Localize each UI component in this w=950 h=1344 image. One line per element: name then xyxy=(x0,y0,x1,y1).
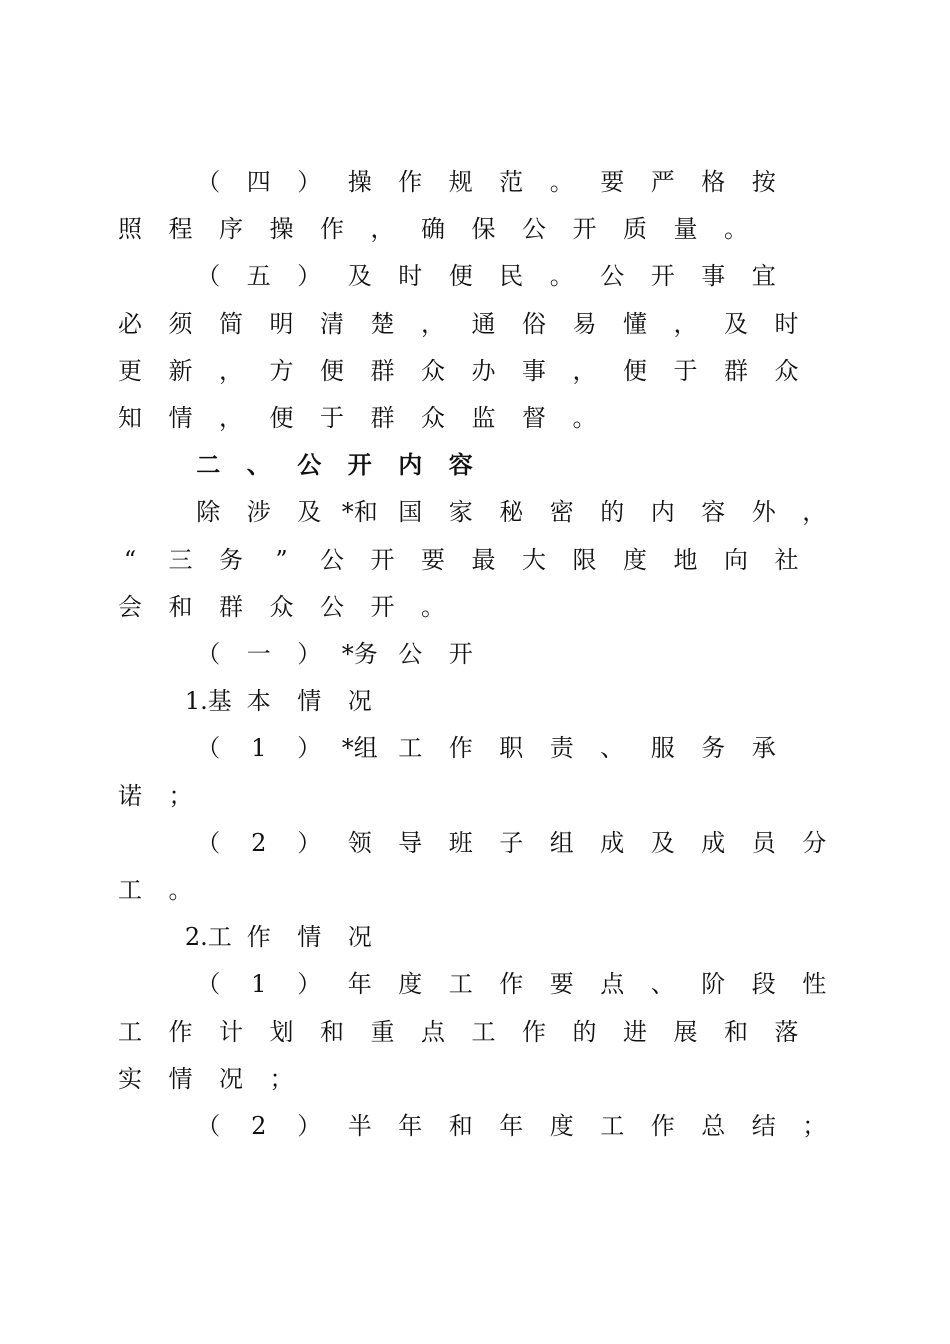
text-char: 工 xyxy=(600,1112,625,1140)
text-char: 。 xyxy=(724,215,748,244)
text-char: 分 xyxy=(802,828,827,857)
text-char: 进 xyxy=(623,1017,647,1046)
text-char: 于 xyxy=(673,356,698,385)
text-char: 易 xyxy=(572,309,597,338)
text-char: 须 xyxy=(168,309,193,338)
text-char: 2 xyxy=(251,828,267,857)
text-char: 事 xyxy=(701,262,726,291)
text-char: 职 xyxy=(499,734,524,763)
text-char: 便 xyxy=(320,356,344,385)
text-char: 内 xyxy=(650,498,675,527)
text-char: 承 xyxy=(751,734,776,763)
text-char: ， xyxy=(421,309,445,338)
text-char: 会 xyxy=(118,592,142,621)
text-line xyxy=(0,823,950,863)
text-char: 事 xyxy=(522,356,546,385)
text-char: 工 xyxy=(471,1017,496,1046)
text-line xyxy=(0,492,950,532)
text-char: ） xyxy=(297,640,322,668)
text-char: 导 xyxy=(398,828,423,857)
text-char: 明 xyxy=(269,309,294,338)
text-char: （ xyxy=(196,970,221,999)
text-char: ， xyxy=(673,309,698,338)
text-char: 于 xyxy=(320,404,344,432)
text-char: 2 xyxy=(251,1112,267,1140)
text-char: 限 xyxy=(572,545,597,574)
text-char: 序 xyxy=(219,215,243,244)
text-char: 公 xyxy=(522,215,546,244)
text-char: 划 xyxy=(269,1017,294,1046)
text-char: 总 xyxy=(701,1112,726,1140)
text-char: 段 xyxy=(751,970,776,999)
text-char: 五 xyxy=(246,262,271,291)
text-char: 国 xyxy=(398,498,423,527)
text-char: 重 xyxy=(370,1017,395,1046)
text-line xyxy=(0,209,950,249)
text-char: 度 xyxy=(549,1112,574,1140)
text-char: 结 xyxy=(751,1112,776,1140)
text-line xyxy=(0,351,950,391)
text-char: 宜 xyxy=(751,262,776,291)
text-char: 公 xyxy=(600,262,625,291)
text-char: 要 xyxy=(600,168,625,196)
text-char: *组 xyxy=(341,734,378,763)
text-char: 四 xyxy=(246,168,271,196)
text-char: 便 xyxy=(623,356,647,385)
text-char: 开 xyxy=(572,215,597,244)
text-line xyxy=(0,776,950,816)
text-char: 质 xyxy=(623,215,647,244)
text-char: 便 xyxy=(269,404,294,432)
text-char: 密 xyxy=(549,498,574,527)
text-char: 。 xyxy=(572,404,597,432)
text-char: 俗 xyxy=(522,309,546,338)
text-char: 大 xyxy=(522,545,546,574)
text-char: （ xyxy=(196,640,221,668)
text-char: 按 xyxy=(751,168,776,196)
text-char: 、 xyxy=(246,451,271,480)
text-char: 、 xyxy=(650,970,675,999)
text-char: 工 xyxy=(118,1017,142,1046)
text-char: ， xyxy=(219,404,243,432)
text-char: 诺 xyxy=(118,781,142,810)
text-char: *务 xyxy=(341,640,378,668)
text-char: 公 xyxy=(320,592,344,621)
text-char: 计 xyxy=(219,1017,243,1046)
text-char: 工 xyxy=(448,970,473,999)
text-char: 、 xyxy=(600,734,625,763)
text-line xyxy=(0,256,950,296)
text-char: “ xyxy=(123,545,137,574)
text-char: 严 xyxy=(650,168,675,196)
text-char: ； xyxy=(168,781,193,810)
text-char: 更 xyxy=(118,356,142,385)
text-char: 1 xyxy=(251,734,267,763)
text-char: 组 xyxy=(549,828,574,857)
text-char: 及 xyxy=(650,828,675,857)
text-char: ） xyxy=(297,970,322,999)
text-char: 阶 xyxy=(701,970,726,999)
text-char: 及 xyxy=(297,498,322,527)
text-char: 作 xyxy=(650,1112,675,1140)
text-char: 实 xyxy=(118,1064,142,1093)
text-char: 开 xyxy=(448,640,473,668)
text-char: 性 xyxy=(802,970,827,999)
text-char: 。 xyxy=(549,168,574,196)
text-char: 子 xyxy=(499,828,524,857)
text-char: 监 xyxy=(471,404,496,432)
text-line xyxy=(0,681,950,721)
text-char: 2.工 xyxy=(184,923,232,952)
text-char: 范 xyxy=(499,168,524,196)
text-char: 公 xyxy=(398,640,423,668)
text-char: 作 xyxy=(168,1017,193,1046)
text-char: 公 xyxy=(320,545,344,574)
text-char: 方 xyxy=(269,356,294,385)
text-line xyxy=(0,917,950,957)
text-char: 工 xyxy=(398,734,423,763)
text-char: 情 xyxy=(168,404,193,432)
text-char: ； xyxy=(802,1112,827,1140)
text-char: 程 xyxy=(168,215,193,244)
text-char: 作 xyxy=(246,923,271,952)
text-char: 必 xyxy=(118,309,142,338)
text-char: 确 xyxy=(421,215,445,244)
text-line xyxy=(0,870,950,910)
text-char: （ xyxy=(196,734,221,763)
text-char: 众 xyxy=(774,356,799,385)
text-char: ） xyxy=(297,262,322,291)
text-char: 群 xyxy=(370,356,395,385)
text-char: 地 xyxy=(673,545,698,574)
text-char: 公 xyxy=(297,451,322,480)
text-char: 成 xyxy=(600,828,625,857)
text-char: 开 xyxy=(370,592,395,621)
text-line xyxy=(0,1106,950,1146)
text-char: 要 xyxy=(421,545,445,574)
text-char: 的 xyxy=(600,498,625,527)
text-char: 落 xyxy=(774,1017,799,1046)
text-char: 时 xyxy=(774,309,799,338)
text-char: 内 xyxy=(398,451,423,480)
text-char: 清 xyxy=(320,309,344,338)
text-char: 通 xyxy=(471,309,496,338)
text-char: （ xyxy=(196,828,221,857)
text-line xyxy=(0,540,950,580)
text-char: 秘 xyxy=(499,498,524,527)
text-char: 度 xyxy=(398,970,423,999)
text-char: 简 xyxy=(219,309,243,338)
text-char: 照 xyxy=(118,215,142,244)
text-line xyxy=(0,1059,950,1099)
text-char: ” xyxy=(275,545,288,574)
text-line xyxy=(0,162,950,202)
text-char: 度 xyxy=(623,545,647,574)
text-char: 点 xyxy=(421,1017,445,1046)
text-line xyxy=(0,634,950,674)
text-char: 外 xyxy=(751,498,776,527)
text-char: 便 xyxy=(448,262,473,291)
text-char: （ xyxy=(196,262,221,291)
text-char: 作 xyxy=(522,1017,546,1046)
text-char: 和 xyxy=(724,1017,748,1046)
text-char: 点 xyxy=(600,970,625,999)
text-char: 。 xyxy=(549,262,574,291)
text-char: 众 xyxy=(421,404,445,432)
text-line xyxy=(0,304,950,344)
text-char: 开 xyxy=(347,451,372,480)
text-char: 量 xyxy=(673,215,698,244)
text-char: 社 xyxy=(774,545,799,574)
text-char: 况 xyxy=(347,687,372,716)
text-char: 况 xyxy=(347,923,372,952)
text-char: 展 xyxy=(673,1017,698,1046)
text-char: 员 xyxy=(751,828,776,857)
text-line xyxy=(0,587,950,627)
text-char: 及 xyxy=(347,262,372,291)
text-char: 新 xyxy=(168,356,193,385)
text-char: 和 xyxy=(320,1017,344,1046)
text-char: 容 xyxy=(448,451,473,480)
text-char: 二 xyxy=(196,451,221,480)
text-char: （ xyxy=(196,1112,221,1140)
text-char: 要 xyxy=(549,970,574,999)
text-char: 众 xyxy=(421,356,445,385)
text-char: 情 xyxy=(168,1064,193,1093)
text-char: 作 xyxy=(448,734,473,763)
text-char: 成 xyxy=(701,828,726,857)
text-char: 年 xyxy=(347,970,372,999)
text-char: ， xyxy=(802,498,827,527)
text-char: 时 xyxy=(398,262,423,291)
text-char: 1.基 xyxy=(184,687,232,716)
text-char: 班 xyxy=(448,828,473,857)
text-char: 办 xyxy=(471,356,496,385)
text-char: 群 xyxy=(370,404,395,432)
text-char: 。 xyxy=(168,876,193,904)
text-char: 知 xyxy=(118,404,142,432)
text-char: 责 xyxy=(549,734,574,763)
text-char: ） xyxy=(297,734,322,763)
text-char: 情 xyxy=(297,687,322,716)
text-char: 和 xyxy=(448,1112,473,1140)
text-char: 民 xyxy=(499,262,524,291)
text-char: 作 xyxy=(398,168,423,196)
text-char: 容 xyxy=(701,498,726,527)
text-char: 领 xyxy=(347,828,372,857)
text-char: 群 xyxy=(724,356,748,385)
text-char: ， xyxy=(219,356,243,385)
text-char: ） xyxy=(297,828,322,857)
text-char: 况 xyxy=(219,1064,243,1093)
text-char: 督 xyxy=(522,404,546,432)
text-char: 务 xyxy=(219,545,243,574)
text-char: 年 xyxy=(499,1112,524,1140)
text-char: 和 xyxy=(168,592,193,621)
text-char: 涉 xyxy=(246,498,271,527)
text-char: 工 xyxy=(118,876,142,904)
text-char: 楚 xyxy=(370,309,395,338)
text-char: 除 xyxy=(196,498,221,527)
text-char: 半 xyxy=(347,1112,372,1140)
text-char: 格 xyxy=(701,168,726,196)
text-char: 保 xyxy=(471,215,496,244)
text-char: 操 xyxy=(347,168,372,196)
text-char: 作 xyxy=(499,970,524,999)
text-char: 开 xyxy=(370,545,395,574)
text-char: 务 xyxy=(701,734,726,763)
text-line xyxy=(0,1012,950,1052)
text-line xyxy=(0,398,950,438)
text-char: 三 xyxy=(168,545,193,574)
text-char: 一 xyxy=(246,640,271,668)
text-char: 1 xyxy=(251,970,267,999)
text-line xyxy=(0,964,950,1004)
text-char: ） xyxy=(297,168,322,196)
text-char: 情 xyxy=(297,923,322,952)
text-char: 年 xyxy=(398,1112,423,1140)
text-char: 的 xyxy=(572,1017,597,1046)
text-char: 及 xyxy=(724,309,748,338)
text-char: 规 xyxy=(448,168,473,196)
text-char: 操 xyxy=(269,215,294,244)
text-char: 开 xyxy=(650,262,675,291)
text-char: ； xyxy=(269,1064,294,1093)
text-char: 群 xyxy=(219,592,243,621)
text-char: ） xyxy=(297,1112,322,1140)
section-heading xyxy=(0,445,950,485)
text-char: ， xyxy=(572,356,597,385)
text-char: 家 xyxy=(448,498,473,527)
text-char: *和 xyxy=(341,498,378,527)
text-char: 众 xyxy=(269,592,294,621)
text-line xyxy=(0,728,950,768)
text-char: 服 xyxy=(650,734,675,763)
text-char: ， xyxy=(370,215,395,244)
text-char: 最 xyxy=(471,545,496,574)
text-char: 本 xyxy=(246,687,271,716)
text-char: 作 xyxy=(320,215,344,244)
text-char: 。 xyxy=(421,592,445,621)
text-char: 向 xyxy=(724,545,748,574)
text-char: （ xyxy=(196,168,221,196)
text-char: 懂 xyxy=(623,309,647,338)
